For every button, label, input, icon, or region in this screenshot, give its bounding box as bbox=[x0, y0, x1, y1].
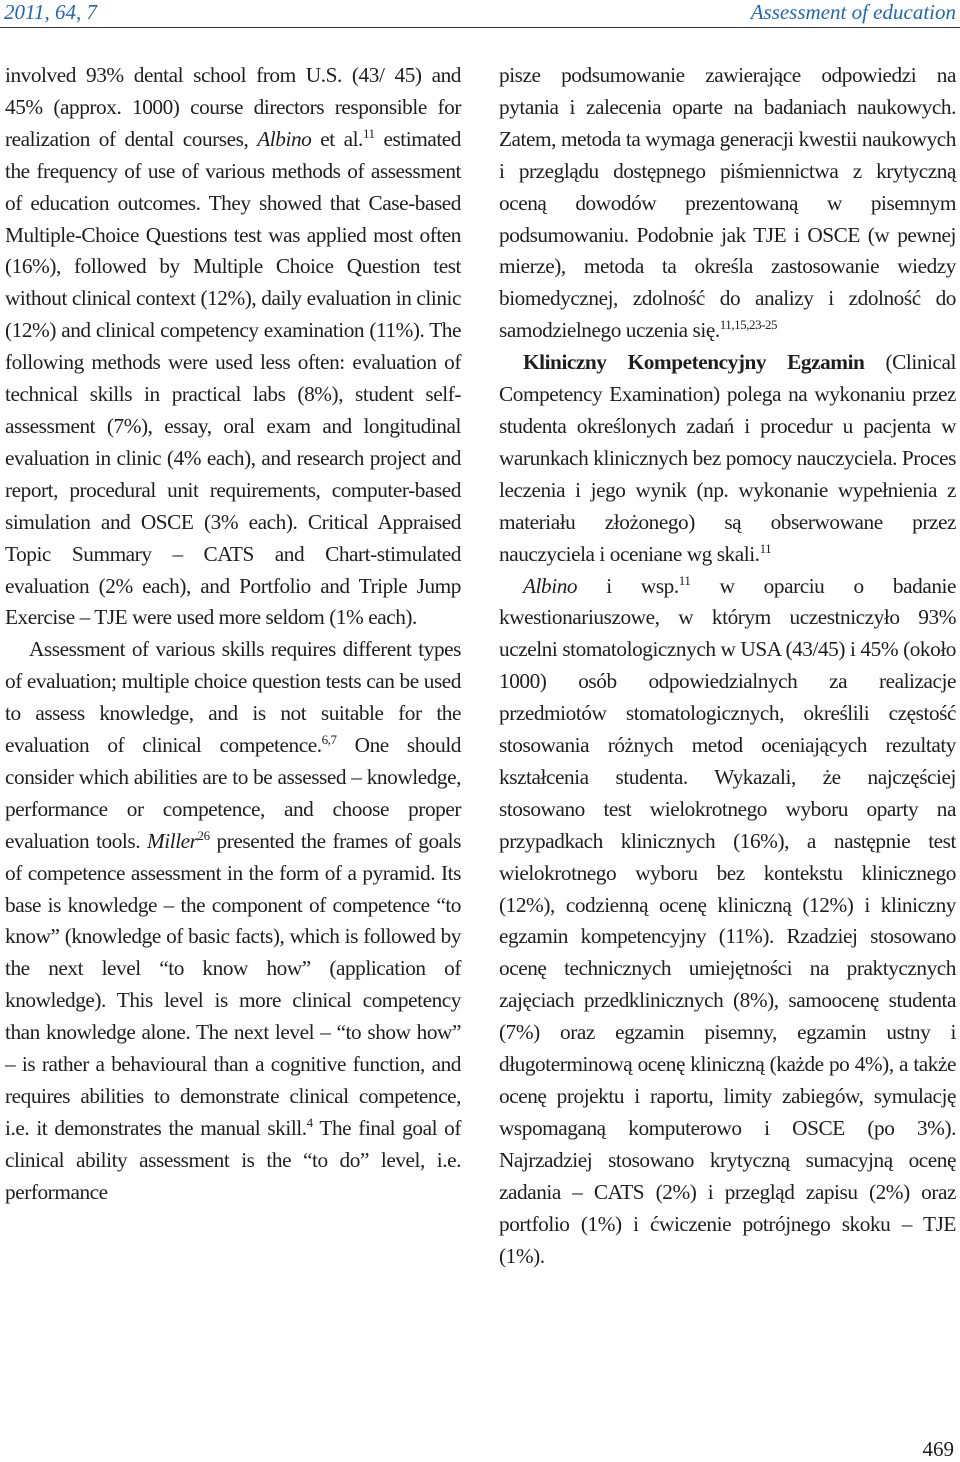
right-column bbox=[499, 60, 956, 1272]
page-number: 469 bbox=[922, 1437, 954, 1461]
paragraph-english-2: Assessment of various skills requires different types of evaluation; multiple choice question tests can be used to assess knowledge, and is not suitable for the evaluation of clinical competence.$^{6,7}$ One should consider which abilities are to be assessed – knowledge, performance or competence, and choose proper evaluation tools. Miller$^{26}$ presented the frames of goals of competence assessment in the form of a pyramid. Its base is knowledge – the component of competence “to know” (knowledge of basic facts), which is followed by the next level “to know how” (application of knowledge). This level is more clinical competency than knowledge alone. The next level – “to show how” – is rather a behavioural than a cognitive function, and requires abilities to demonstrate clinical competence, i.e. it demonstrates the manual skill.$^4$ The final goal of clinical ability assessment is the “to do” level, i.e. performance bbox=[5, 637, 461, 1204]
citation-ref: 11,15,23-25 bbox=[719, 317, 778, 333]
left-column bbox=[5, 60, 461, 1209]
citation-ref: 11 bbox=[362, 125, 375, 141]
running-header bbox=[0, 0, 960, 26]
citation-ref: 11 bbox=[678, 572, 691, 588]
paragraph-polish-2: Kliniczny Kompetencyjny Egzamin (Clinical Competency Examination) polega na wykonaniu przez studenta określonych zadań i procedur u pacjenta w warunkach klinicznych bez pomocy nauczyciela. Proces leczenia i jego wynik (np. wykonanie wypełnienia z materiału złożonego) są obserwowane przez nauczyciela i oceniane wg skali.$^{11}$ bbox=[499, 350, 956, 566]
paragraph-polish-1: pisze podsumowanie zawierające odpowiedzi na pytania i zalecenia oparte na badaniach naukowych. Zatem, metoda ta wymaga generacji kwestii naukowych i przeglądu dostępnego piśmiennictwa z krytyczną oceną dowodów prezentowaną w pisemnym podsumowaniu. Podobnie jak TJE i OSCE (w pewnej mierze), metoda ta określa zastosowanie wiedzy biomedycznej, zdolność do analizy i zdolność do samodzielnego uczenia się.$^{11,15,23-25}$ bbox=[499, 63, 956, 343]
author-name: Albino bbox=[257, 126, 312, 151]
citation-ref: 11 bbox=[759, 540, 772, 556]
section-title: Assessment of education bbox=[750, 0, 956, 24]
author-name: Miller bbox=[146, 828, 198, 853]
paragraph-polish-3: Albino i wsp.$^{11}$ w oparciu o badanie kwestionariuszowe, w którym uczestniczyło 93% uczelni stomatologicznych w USA (43/45) i 45% (około 1000) osób odpowiedzialnych za realizacje przedmiotów stomatologicznych, określili częstość stosowania różnych metod oceniających rezultaty kształcenia studenta. Wykazali, że najczęściej stosowano test wielokrotnego wyboru oparty na przypadkach klinicznych (16%), a następnie test wielokrotnego wyboru bez kontekstu klinicznego (12%), codzienną ocenę kliniczną (12%) i kliniczny egzamin kompetencyjny (11%). Rzadziej stosowano ocenę technicznych umiejętności na praktycznych zajęciach przedklinicznych (8%), samoocenę studenta (7%) oraz egzamin pisemny, egzamin ustny i długoterminową ocenę kliniczną (każde po 4%), a także ocenę projektu i raportu, limity zabiegów, symulację wspomaganą komputerowo i OSCE (po 3%). Najrzadziej stosowano krytyczną sumacyjną ocenę zadania – CATS (2%) i przegląd zapisu (2%) oraz portfolio (1%) i ćwiczenie potrójnego skoku – TJE (1%). bbox=[499, 572, 957, 1268]
header-rule bbox=[0, 27, 960, 28]
citation-ref: 26 bbox=[197, 827, 210, 843]
journal-citation: 2011, 64, 7 bbox=[4, 0, 97, 24]
citation-ref: 6,7 bbox=[321, 732, 337, 748]
paragraph-english-1: involved 93% dental school from U.S. (43/ 45) and 45% (approx. 1000) course directors responsible for realization of dental courses, Albino et al.$^{11}$ estimated the frequency of use of various methods of assessment of education outcomes. They showed that Case-based Multiple-Choice Questions test was applied most often (16%), followed by Multiple Choice Question test without clinical context (12%), daily evaluation in clinic (12%) and clinical competency examination (11%). The following methods were used less often: evaluation of technical skills in practical labs (8%), student self-assessment (7%), essay, oral exam and longitudinal evaluation in clinic (4% each), and research project and report, procedural unit requirements, computer-based simulation and OSCE (3% each). Critical Appraised Topic Summary – CATS and Chart-stimulated evaluation (2% each), and Portfolio and Triple Jump Exercise – TJE were used more seldom (1% each). bbox=[5, 63, 462, 630]
term-heading: Kliniczny Kompetencyjny Egzamin bbox=[523, 350, 865, 375]
citation-ref: 4 bbox=[306, 1114, 313, 1130]
author-name: Albino bbox=[523, 573, 578, 598]
